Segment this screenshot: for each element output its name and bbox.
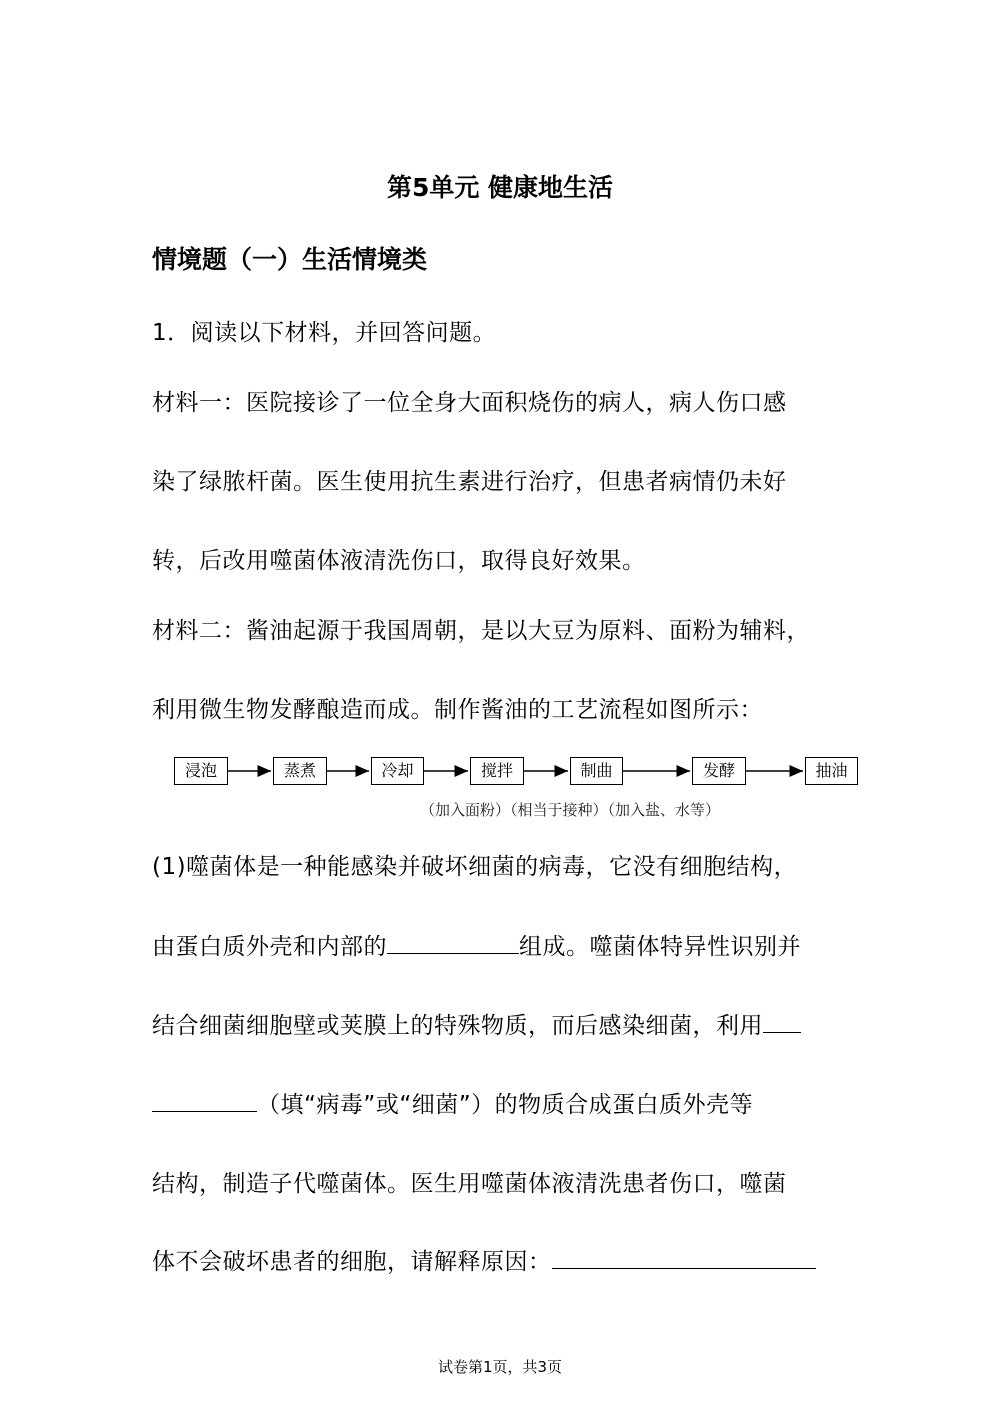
material-two-line-2: 利用微生物发酵酿造而成。制作酱油的工艺流程如图所示：: [152, 697, 763, 723]
part1-line-5: 结构，制造子代噬菌体。医生用噬菌体液清洗患者伤口，噬菌: [152, 1171, 787, 1197]
flow-step-koji: 制曲: [570, 757, 623, 785]
part1-line-2a: 由蛋白质外壳和内部的: [152, 934, 387, 960]
answer-blank-2a: [763, 1012, 801, 1033]
flow-step-cool: 冷却: [371, 757, 424, 785]
material-two-line-1: 材料二：酱油起源于我国周朝，是以大豆为原料、面粉为辅料，: [152, 618, 810, 644]
material-one-line-1: 材料一：医院接诊了一位全身大面积烧伤的病人，病人伤口感: [152, 390, 787, 416]
page-title: 第5单元 健康地生活: [386, 173, 614, 202]
answer-blank-3: [552, 1248, 816, 1269]
part1-line-2: [152, 928, 801, 961]
flow-step-stir: 搅拌: [470, 757, 524, 785]
flow-step-ferment: 发酵: [692, 757, 746, 785]
answer-blank-2b: [152, 1091, 257, 1112]
material-one-line-2: 染了绿脓杆菌。医生使用抗生素进行治疗，但患者病情仍未好: [152, 469, 787, 495]
part1-line-3: [152, 1007, 801, 1040]
section-heading: 情境题（一）生活情境类: [152, 245, 428, 274]
part1-line-4-text: （填“病毒”或“细菌”）的物质合成蛋白质外壳等: [257, 1092, 754, 1118]
part1-line-4: [152, 1086, 753, 1119]
question-intro: 1．阅读以下材料，并回答问题。: [152, 320, 497, 346]
part1-line-1: (1)噬菌体是一种能感染并破坏细菌的病毒，它没有细胞结构，: [152, 854, 798, 880]
part1-line-6: [152, 1243, 816, 1276]
process-flowchart: [0, 750, 1000, 830]
flow-step-extract: 抽油: [805, 757, 858, 785]
part1-line-2b: 组成。噬菌体特异性识别并: [519, 934, 801, 960]
part1-line-6-text: 体不会破坏患者的细胞，请解释原因：: [152, 1249, 552, 1275]
flow-step-steam: 蒸煮: [273, 757, 327, 785]
answer-blank-1: [387, 933, 519, 954]
material-one-line-3: 转，后改用噬菌体液清洗伤口，取得良好效果。: [152, 548, 646, 574]
part1-line-3-text: 结合细菌细胞壁或荚膜上的特殊物质，而后感染细菌，利用: [152, 1013, 763, 1039]
flow-annotation: （加入面粉）（相当于接种）（加入盐、水等）: [420, 801, 721, 819]
page-footer: 试卷第1页，共3页: [437, 1358, 563, 1376]
flow-step-soak: 浸泡: [174, 757, 228, 785]
